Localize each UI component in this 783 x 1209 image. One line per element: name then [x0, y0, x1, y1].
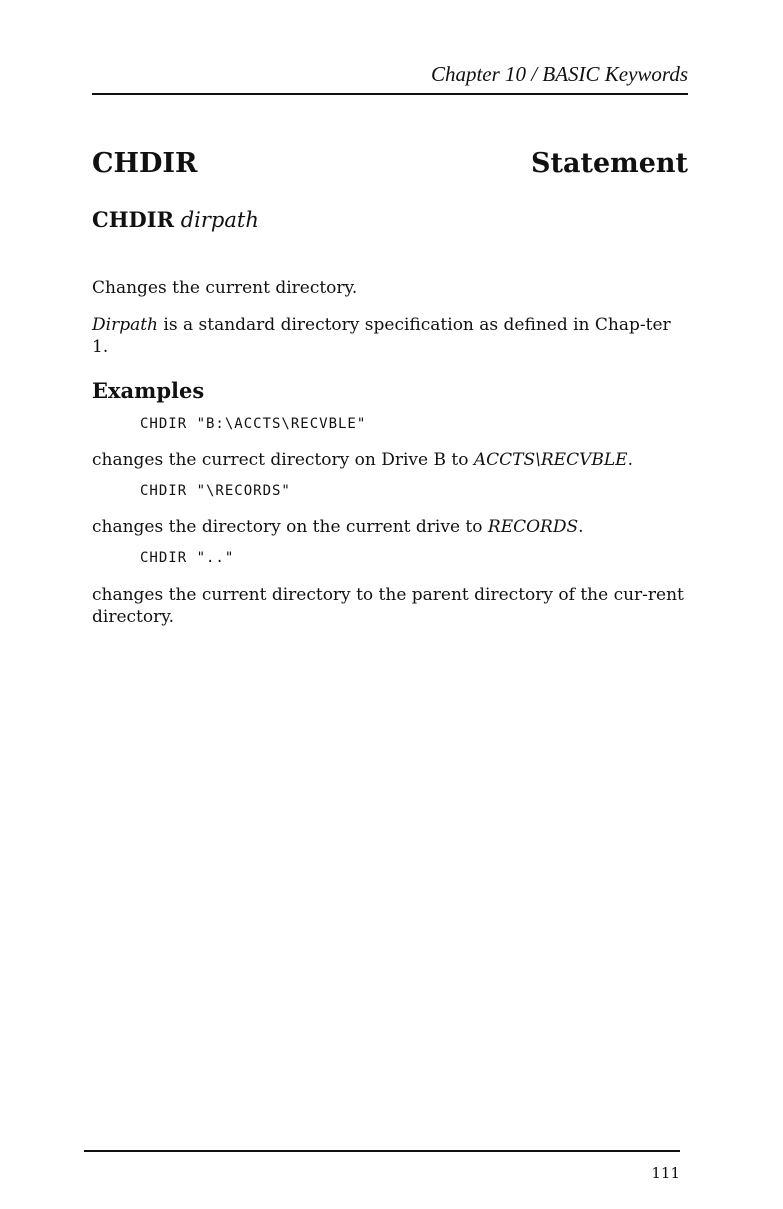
examples-heading: Examples — [92, 378, 205, 403]
syntax-argument: dirpath — [180, 208, 259, 232]
example-desc-2-text: changes the directory on the current drive to — [92, 517, 488, 537]
parameter-term: Dirpath — [92, 315, 158, 335]
example-desc-1-text: changes the currect directory on Drive B to — [92, 450, 474, 470]
example-desc-2 — [92, 516, 688, 538]
example-desc-1 — [92, 449, 688, 471]
parameter-text: is a standard directory specification as defined in Chap-ter 1. — [92, 315, 671, 357]
example-desc-1-end: . — [627, 450, 633, 470]
bottom-divider — [84, 1150, 680, 1152]
example-desc-3: changes the current directory to the parent directory of the cur-rent directory. — [92, 585, 684, 627]
page-number: 111 — [651, 1164, 680, 1182]
example-desc-2-end: . — [578, 517, 584, 537]
entry-kind: Statement — [531, 148, 688, 179]
top-divider — [92, 93, 688, 95]
example-code-3: CHDIR ".." — [140, 550, 235, 566]
description: Changes the current directory. — [92, 278, 358, 298]
example-code-2: CHDIR "\RECORDS" — [140, 483, 291, 499]
syntax-keyword: CHDIR — [92, 207, 175, 232]
running-head: Chapter 10 / BASIC Keywords — [430, 62, 688, 86]
example-desc-1-path: ACCTS\RECVBLE — [473, 450, 628, 470]
parameter-description — [92, 314, 688, 358]
example-code-1: CHDIR "B:\ACCTS\RECVBLE" — [140, 416, 367, 432]
syntax-line — [92, 207, 259, 232]
example-desc-2-path: RECORDS — [487, 517, 579, 537]
entry-keyword: CHDIR — [92, 148, 198, 179]
